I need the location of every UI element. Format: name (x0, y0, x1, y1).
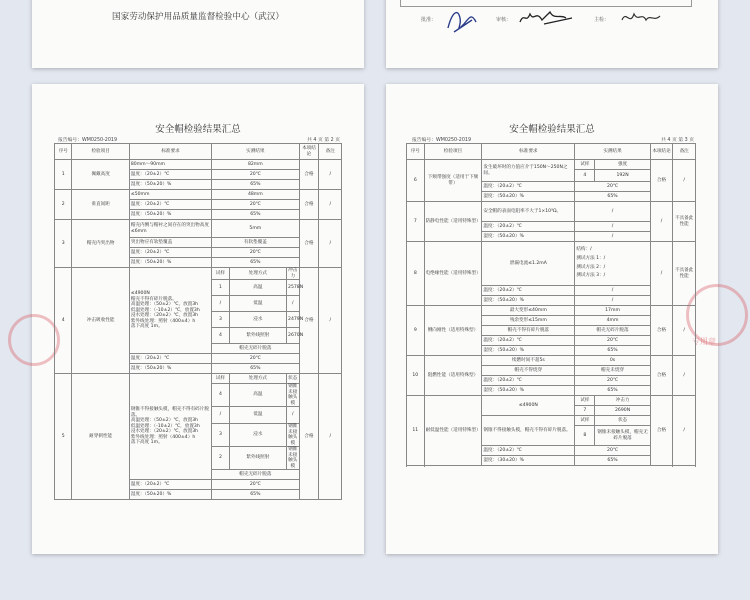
req: 钢锥不得接触头模，帽壳不得有碎片脱落。 高温处理：（50±2）℃，放置3h 低温处理：（-10±2）℃，放置3h 浸水处理：（20±2）℃，放置3h 紫外线处理：照射（400±4）h 落下高度 1m。 (129, 374, 211, 480)
sample-no: 4 (212, 384, 229, 407)
sample-method: 高温 (229, 384, 286, 407)
sample-no: 3 (212, 312, 229, 328)
sub-header: 试样 (575, 396, 595, 406)
req: 温度：（20±2）℃ (482, 182, 575, 192)
req: 湿度：（50±20）% (482, 232, 575, 242)
row-no: 5 (55, 374, 72, 500)
col-result: 实测结果 (575, 144, 650, 160)
row-no: 9 (407, 306, 425, 356)
official-stamp (8, 314, 60, 366)
document-page-2 (32, 84, 364, 554)
table-row (407, 160, 696, 170)
row-no: 4 (55, 268, 72, 374)
remark: / (673, 160, 696, 202)
table-row (55, 220, 342, 238)
row-no: 11 (407, 396, 425, 466)
table-row (55, 374, 342, 384)
result: 65% (212, 490, 299, 500)
sample-value: 2578N (287, 280, 299, 296)
result: 17mm (575, 306, 650, 316)
table-row (407, 306, 696, 316)
req: 温度：（20±2）℃ (129, 170, 211, 180)
req: 钢锥不得接触头模，帽壳不得有碎片脱落。 (482, 416, 575, 446)
testing-center-name: 国家劳动保护用品质量监督检验中心（武汉） (112, 12, 284, 22)
sample-no: 1 (212, 280, 229, 296)
col-item: 检验项目 (72, 144, 129, 160)
result: 20℃ (212, 480, 299, 490)
row-no: 3 (55, 220, 72, 268)
sample-no: 7 (575, 406, 595, 416)
sample-method: 高温 (229, 280, 286, 296)
row-item: 耐低温性能（适用特殊型） (424, 396, 482, 466)
sub-header: 试样 (575, 160, 595, 170)
sub-header: 冲击力 (288, 268, 298, 279)
row-no: 2 (55, 190, 72, 220)
req: 湿度：（50±20）% (482, 192, 575, 202)
req: 湿度：（30±20）% (482, 456, 575, 466)
main-inspector-label: 主检： (594, 17, 610, 23)
sub-header: 试样 (212, 268, 229, 280)
document-page-3 (386, 84, 718, 554)
page-info: 共 4 页 第 3 页 (661, 138, 694, 143)
sample-value: 钢锥未接触头模 (288, 447, 298, 469)
req: 温度：（20±2）℃ (482, 222, 575, 232)
row-item: 垂直间距 (72, 190, 129, 220)
req: 温度：（20±2）℃ (129, 354, 211, 364)
sample-no: / (212, 296, 229, 312)
req: 湿度：（50±20）% (129, 364, 211, 374)
result-lines (575, 242, 650, 286)
req: ≤50mm (129, 190, 211, 200)
sample-method: 紫外线照射 (229, 328, 286, 344)
remark: 不具备此性能 (673, 202, 696, 242)
req: ≤4900N 帽壳不得有碎片脱落。 高温处理：（50±2）℃，放置3h 低温处理：（-10±2）℃，放置3h 浸水处理：（20±2）℃，放置3h 紫外线处理：照射（400±4）h 落下高度 1m。 (129, 268, 211, 354)
sample-no: 3 (212, 424, 229, 447)
result: 48mm (212, 190, 299, 200)
conclusion: 合格 (299, 190, 319, 220)
conclusion: 合格 (299, 220, 319, 268)
row-no: 7 (407, 202, 425, 242)
req: 安全帽的表面电阻率不大于1×10⁹Ω。 (482, 202, 575, 222)
row-item: 耐穿刺性能 (72, 374, 129, 500)
page-info: 共 4 页 第 2 页 (307, 138, 340, 143)
result: 20℃ (212, 354, 299, 364)
req: 湿度：（50±20）% (129, 180, 211, 190)
conclusion: 合格 (299, 268, 319, 374)
col-req: 标准要求 (129, 144, 211, 160)
req: 残余变形≤15mm (482, 316, 575, 326)
page-title: 安全帽检验结果汇总 (509, 124, 595, 135)
row-no: 8 (407, 242, 425, 306)
result: 帽壳无碎片脱落 (212, 344, 299, 354)
page-title: 安全帽检验结果汇总 (155, 124, 241, 135)
result: 65% (212, 180, 299, 190)
sample-no: 4 (575, 170, 595, 182)
result: 65% (212, 364, 299, 374)
table-row (407, 242, 696, 286)
req: 泄漏电流≤1.2mA (482, 242, 575, 286)
table-row (407, 396, 696, 406)
col-remark: 备注 (319, 144, 342, 160)
req: 温度：（20±2）℃ (482, 286, 575, 296)
sample-value: 钢锥未接触头模，帽壳无碎片脱落 (595, 426, 650, 446)
req: 帽壳不得有碎片脱落 (482, 326, 575, 336)
table-row (407, 356, 696, 366)
result: 20℃ (212, 200, 299, 210)
req: 湿度：（50±20）% (129, 490, 211, 500)
approver-label: 批准： (421, 17, 437, 23)
result-line: 测试方法 2：/ (576, 264, 606, 270)
sub-header: 强度 (595, 160, 650, 170)
result: 20℃ (575, 336, 650, 346)
result: 65% (575, 386, 650, 396)
document-page-4-bottom (386, 0, 718, 68)
req: 帽壳不得烧穿 (482, 366, 575, 376)
sub-header: 处理方式 (229, 374, 286, 384)
remark: / (319, 220, 342, 268)
conclusion: / (650, 202, 673, 242)
col-item: 检验项目 (424, 144, 482, 160)
stamp-text: 专用章 (692, 337, 716, 346)
sample-no: 8 (575, 426, 595, 446)
sample-method: 浸水 (229, 424, 286, 447)
req: 发生破坏时的力值应介于150N～250N之间。 (482, 160, 575, 182)
sample-method: 低温 (229, 296, 286, 312)
sample-method: 浸水 (229, 312, 286, 328)
result: / (575, 222, 650, 232)
result-line: 测试方法 3：/ (576, 273, 606, 279)
sample-method: 紫外线照射 (229, 447, 286, 470)
row-item: 防静电性能（适用特殊型） (424, 202, 482, 242)
result: 82mm (212, 160, 299, 170)
result: 65% (575, 346, 650, 356)
req: 湿度：（50±20）% (482, 296, 575, 306)
table-header (407, 144, 696, 160)
sample-no: / (212, 407, 229, 424)
conclusion: 合格 (650, 160, 673, 202)
sample-value: 钢锥未接触头模 (288, 424, 298, 446)
sample-value: 192N (595, 170, 650, 182)
sub-header: 状态 (595, 416, 650, 426)
req: 湿度：（50±20）% (482, 346, 575, 356)
sub-header: 冲击力 (595, 396, 650, 406)
req: ≤4900N (482, 396, 575, 416)
sample-value: 2479N (287, 312, 299, 328)
row-no: 6 (407, 160, 425, 202)
remark: / (319, 374, 342, 500)
row-item: 电绝缘性能（适用特殊型） (424, 242, 482, 306)
req: 最大变形≤40mm (482, 306, 575, 316)
remark: / (319, 190, 342, 220)
result: 20℃ (575, 446, 650, 456)
result: / (575, 286, 650, 296)
req: 温度：（20±2）℃ (482, 376, 575, 386)
req: 温度：（20±2）℃ (482, 446, 575, 456)
col-result: 实测结果 (212, 144, 299, 160)
req: 湿度：（50±20）% (482, 386, 575, 396)
table-row (55, 268, 342, 280)
result: 20℃ (212, 248, 299, 258)
row-no: 10 (407, 356, 425, 396)
result: 有软垫覆盖 (212, 238, 299, 248)
result: 5mm (212, 220, 299, 238)
result: / (575, 296, 650, 306)
col-remark: 备注 (673, 144, 696, 160)
col-no: 序号 (407, 144, 425, 160)
req: 温度：（20±2）℃ (129, 248, 211, 258)
sub-header: 处理方式 (229, 268, 286, 280)
results-table (406, 143, 696, 466)
document-page-1-bottom (32, 0, 364, 68)
result: 65% (212, 258, 299, 268)
result: 帽壳无碎片脱落 (575, 326, 650, 336)
table-header (55, 144, 342, 160)
remark: / (673, 356, 696, 396)
result: 20℃ (575, 376, 650, 386)
result: 20℃ (575, 182, 650, 192)
result: 0s (575, 356, 650, 366)
results-table (54, 143, 342, 500)
row-item: 帽壳内突出物 (72, 220, 129, 268)
req: 80mm～90mm (129, 160, 211, 170)
sub-header: 试样 (212, 374, 229, 384)
req: 帽壳内侧与帽衬之间存在的突出物高度≤6mm (129, 220, 211, 238)
result: 帽壳无碎片脱落 (212, 470, 299, 480)
reviewer-label: 审核： (496, 17, 512, 23)
conclusion: 合格 (299, 374, 319, 500)
result: 帽壳未烧穿 (575, 366, 650, 376)
table-row (407, 202, 696, 222)
conclusion: 合格 (650, 356, 673, 396)
table-row (55, 160, 342, 170)
conclusion: 合格 (650, 306, 673, 356)
row-no: 1 (55, 160, 72, 190)
sub-header: 状态 (287, 374, 299, 384)
row-item: 侧向刚性（适用特殊型） (424, 306, 482, 356)
req: 温度：（20±2）℃ (482, 336, 575, 346)
req: 续燃时间不超5s (482, 356, 575, 366)
sub-header: 试样 (575, 416, 595, 426)
row-item: 佩戴高度 (72, 160, 129, 190)
sample-value: / (287, 296, 299, 312)
result: 4mm (575, 316, 650, 326)
result-line: 结构：/ (576, 247, 592, 253)
row-item: 冲击吸收性能 (72, 268, 129, 374)
req: 湿度：（50±20）% (129, 258, 211, 268)
remark: 不具备此性能 (673, 242, 696, 306)
result-line: 测试方法 1：/ (576, 255, 606, 261)
remark: / (673, 396, 696, 466)
col-no: 序号 (55, 144, 72, 160)
col-conclusion: 本项结论 (299, 144, 319, 160)
req: 温度：（20±2）℃ (129, 200, 211, 210)
approver-signature (442, 4, 482, 38)
sample-value: 2690N (595, 406, 650, 416)
result: 65% (212, 210, 299, 220)
col-conclusion: 本项结论 (650, 144, 673, 160)
remark: / (319, 160, 342, 190)
req: 湿度：（50±20）% (129, 210, 211, 220)
sample-value: 钢锥未接触头模 (288, 384, 298, 406)
result: 20℃ (212, 170, 299, 180)
sample-no: 2 (212, 447, 229, 470)
req: 温度：（20±2）℃ (129, 480, 211, 490)
conclusion: 合格 (299, 160, 319, 190)
reviewer-signature (516, 6, 576, 30)
req: 突出物应有软垫覆盖 (129, 238, 211, 248)
main-inspector-signature (618, 6, 664, 30)
result: 65% (575, 456, 650, 466)
table-row (55, 190, 342, 200)
row-item: 阻燃性能（适用特殊型） (424, 356, 482, 396)
sample-value: 2670N (287, 328, 299, 344)
row-item: 下颏带强度（适用于下颏带） (424, 160, 482, 202)
col-req: 标准要求 (482, 144, 575, 160)
result: / (575, 232, 650, 242)
result: 65% (575, 192, 650, 202)
conclusion: / (650, 242, 673, 306)
report-number: 报告编号：WM0250-2019 (412, 138, 472, 143)
result: / (575, 202, 650, 222)
sample-method: 低温 (229, 407, 286, 424)
sample-value: / (287, 407, 299, 424)
remark: / (673, 306, 696, 356)
sample-no: 4 (212, 328, 229, 344)
conclusion: 合格 (650, 396, 673, 466)
report-number: 报告编号：WM0250-2019 (58, 138, 118, 143)
remark: / (319, 268, 342, 374)
